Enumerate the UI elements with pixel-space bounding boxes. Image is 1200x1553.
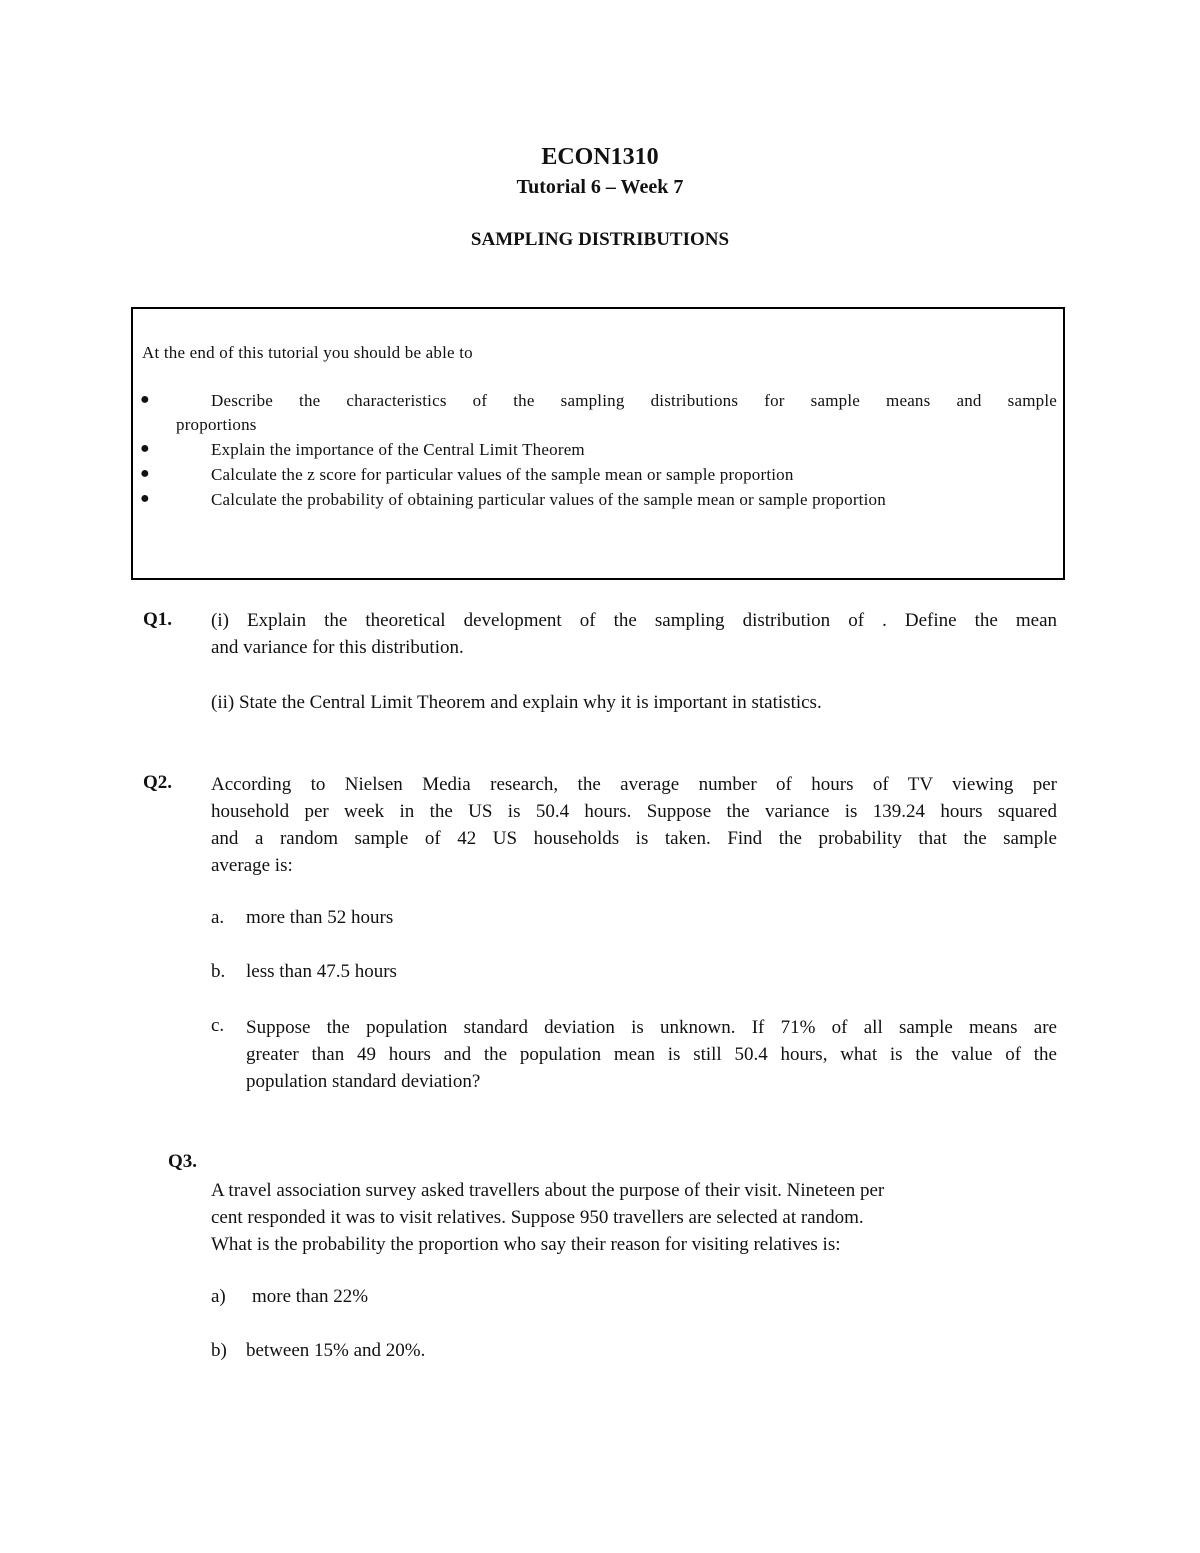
bullet-icon: ● bbox=[140, 490, 150, 507]
q2-a-text: more than 52 hours bbox=[246, 907, 394, 928]
q2-c-marker: c. bbox=[211, 1015, 225, 1036]
objective-item-2: Explain the importance of the Central Limit Theorem bbox=[211, 440, 585, 459]
topic-title: SAMPLING DISTRIBUTIONS bbox=[470, 229, 730, 250]
bullet-icon: ● bbox=[140, 391, 150, 408]
q2-b-marker: b. bbox=[211, 961, 226, 982]
q3-b-text: between 15% and 20%. bbox=[246, 1340, 426, 1361]
bullet-icon: ● bbox=[140, 440, 150, 457]
q1-label: Q1. bbox=[143, 609, 173, 630]
q3-a-marker: a) bbox=[211, 1286, 226, 1307]
objective-item-1-cont: proportions bbox=[176, 415, 257, 434]
q2-text-line3: and a random sample of 42 US households is taken. Find the probability that the sample bbox=[211, 828, 1057, 849]
q3-text-line2: cent responded it was to visit relatives. Suppose 950 travellers are selected at random. bbox=[211, 1207, 864, 1228]
q3-a-text: more than 22% bbox=[252, 1286, 369, 1307]
q3-text-line1: A travel association survey asked travellers about the purpose of their visit. Nineteen per bbox=[211, 1180, 885, 1201]
q3-text-line3: What is the probability the proportion who say their reason for visiting relatives is: bbox=[211, 1234, 841, 1255]
objective-item-1: Describe the characteristics of the sampling distributions for sample means and sample bbox=[211, 391, 1057, 410]
q2-text-line4: average is: bbox=[211, 855, 293, 876]
q2-text-line1: According to Nielsen Media research, the average number of hours of TV viewing per bbox=[211, 774, 1057, 795]
q2-c-line3: population standard deviation? bbox=[246, 1071, 481, 1092]
q1-part-ii: (ii) State the Central Limit Theorem and explain why it is important in statistics. bbox=[211, 692, 822, 713]
q1-part-i-line1: (i) Explain the theoretical development of the sampling distribution of . Define the mean bbox=[211, 610, 1057, 631]
q2-b-text: less than 47.5 hours bbox=[246, 961, 397, 982]
q3-label: Q3. bbox=[168, 1151, 198, 1172]
objective-item-4: Calculate the probability of obtaining particular values of the sample mean or sample proportion bbox=[211, 490, 886, 509]
q3-b-marker: b) bbox=[211, 1340, 227, 1361]
course-code: ECON1310 bbox=[541, 144, 659, 170]
objective-item-3: Calculate the z score for particular values of the sample mean or sample proportion bbox=[211, 465, 794, 484]
bullet-icon: ● bbox=[140, 465, 150, 482]
q1-part-i-line2: and variance for this distribution. bbox=[211, 637, 464, 658]
q2-c-line2: greater than 49 hours and the population mean is still 50.4 hours, what is the value of the bbox=[246, 1044, 1057, 1065]
tutorial-title: Tutorial 6 – Week 7 bbox=[516, 176, 684, 198]
objectives-intro: At the end of this tutorial you should be able to bbox=[142, 343, 473, 362]
q2-text-line2: household per week in the US is 50.4 hours. Suppose the variance is 139.24 hours squared bbox=[211, 801, 1057, 822]
q2-c-line1: Suppose the population standard deviation is unknown. If 71% of all sample means are bbox=[246, 1017, 1057, 1038]
q2-label: Q2. bbox=[143, 772, 173, 793]
q2-a-marker: a. bbox=[211, 907, 225, 928]
